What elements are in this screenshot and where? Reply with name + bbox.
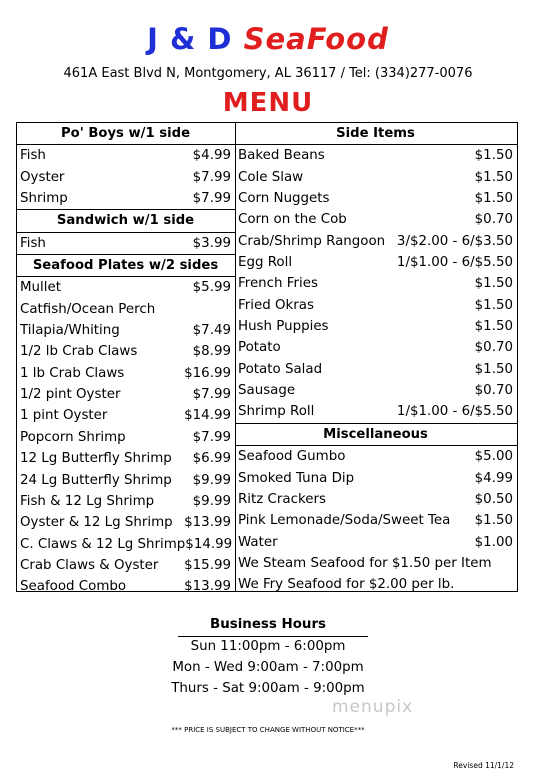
menu-item-price: $1.50: [474, 513, 513, 529]
menu-item-name: Seafood Gumbo: [238, 449, 346, 465]
menu-item-name: Seafood Combo: [20, 579, 127, 595]
menu-item-price: $1.50: [474, 297, 513, 313]
menu-item: [17, 233, 235, 254]
menu-item-price: $3.99: [192, 235, 231, 251]
menu-item: [235, 188, 517, 209]
menu-item-name: Pink Lemonade/Soda/Sweet Tea: [238, 513, 451, 529]
menu-item-price: $9.99: [192, 493, 231, 509]
menu-item-name: Water: [238, 534, 278, 550]
menu-item-price: $7.99: [192, 169, 231, 185]
menu-item-price: $7.49: [192, 323, 231, 339]
menu-item-name: We Steam Seafood for $1.50 per Item: [238, 555, 492, 571]
menu-item: [17, 427, 235, 448]
menu-item-price: $1.50: [474, 169, 513, 185]
menu-item: [235, 510, 517, 531]
menu-item-price: $9.99: [192, 472, 231, 488]
price-notice: *** PRICE IS SUBJECT TO CHANGE WITHOUT NOTICE***: [171, 726, 365, 734]
menu-item-price: $8.99: [192, 344, 231, 360]
menu-item-name: Egg Roll: [238, 255, 293, 271]
menu-item: [235, 209, 517, 230]
menu-item-name: Smoked Tuna Dip: [238, 470, 355, 486]
menu-item-name: Sausage: [238, 383, 296, 399]
menu-item-price: $15.99: [184, 557, 231, 573]
menu-item: [235, 145, 517, 166]
menu-item: [17, 405, 235, 426]
menu-item-price: $0.70: [474, 212, 513, 228]
section-header: [235, 423, 517, 446]
menu-item-price: $7.99: [192, 429, 231, 445]
menu-item: [17, 448, 235, 469]
menu-item: [235, 273, 517, 294]
menu-item-name: Cole Slaw: [238, 169, 304, 185]
menu-item: [235, 359, 517, 380]
section-header: [235, 123, 517, 145]
section-header-label: Sandwich w/1 side: [56, 213, 195, 229]
menu-item: [17, 167, 235, 188]
menupix-watermark: menupix: [332, 697, 414, 717]
menu-item-price: $1.50: [474, 191, 513, 207]
menu-item-price: 1/$1.00 - 6/$5.50: [396, 255, 513, 271]
menu-item: [17, 555, 235, 576]
menu-item-price: $0.70: [474, 340, 513, 356]
section-header-label: Side Items: [336, 126, 415, 141]
menu-item-name: 1/2 lb Crab Claws: [20, 344, 138, 360]
hours-line: Sun 11:00pm - 6:00pm: [190, 639, 346, 654]
menu-item-price: $4.99: [192, 148, 231, 164]
menu-item: [235, 553, 517, 574]
restaurant-logo: [0, 22, 536, 56]
menu-item-name: Crab/Shrimp Rangoon: [238, 233, 386, 249]
menu-item-name: Catfish/Ocean Perch: [20, 301, 156, 317]
menu-item: [235, 295, 517, 316]
menu-item-price: $1.50: [474, 361, 513, 377]
menu-item-price: $0.50: [474, 491, 513, 507]
menu-item-name: Oyster & 12 Lg Shrimp: [20, 515, 173, 531]
menu-item-name: French Fries: [238, 276, 318, 292]
menu-item: [235, 401, 517, 422]
menu-item: [17, 145, 235, 166]
menu-item-price: $14.99: [185, 536, 233, 552]
menu-item: [17, 512, 235, 533]
menu-item-name: Ritz Crackers: [238, 491, 326, 507]
menu-item-name: Fish: [20, 235, 46, 251]
menu-item-price: $6.99: [192, 451, 231, 467]
menu-item: [17, 188, 235, 209]
business-hours-divider: [178, 636, 368, 637]
menu-item-name: C. Claws & 12 Lg Shrimp: [20, 536, 186, 552]
menu-item-name: 24 Lg Butterfly Shrimp: [20, 472, 172, 488]
menu-item-name: Fish: [20, 148, 46, 164]
section-header-label: Miscellaneous: [323, 426, 428, 442]
menu-title: MENU: [222, 88, 314, 118]
menu-item: [235, 489, 517, 510]
menu-item-name: 1 lb Crab Claws: [20, 365, 125, 381]
brand-name-seafood: SeaFood: [243, 22, 389, 56]
menu-item-price: $7.99: [192, 191, 231, 207]
menu-item: [235, 574, 517, 595]
section-header-label: Po' Boys w/1 side: [60, 126, 191, 141]
business-hours-title: Business Hours: [209, 617, 327, 632]
menu-item-price: 3/$2.00 - 6/$3.50: [396, 233, 513, 249]
menu-item-name: Hush Puppies: [238, 319, 329, 335]
menu-item: [17, 491, 235, 512]
menu-item-price: $5.99: [192, 280, 231, 296]
menu-item-name: Potato Salad: [238, 361, 323, 377]
menu-item: [17, 470, 235, 491]
menu-item-price: $13.99: [184, 579, 231, 595]
revised-date: Revised 11/1/12: [453, 761, 514, 770]
section-header: [17, 254, 235, 277]
hours-line: Mon - Wed 9:00am - 7:00pm: [172, 660, 364, 675]
menu-item: [235, 252, 517, 273]
menu-item: [17, 341, 235, 362]
menu-item: [235, 167, 517, 188]
menu-item-price: $0.70: [474, 383, 513, 399]
menu-item-price: $1.00: [474, 534, 513, 550]
menu-item-name: 1 pint Oyster: [20, 408, 108, 424]
menu-item-name: Potato: [238, 340, 281, 356]
menu-item-name: Baked Beans: [238, 148, 325, 164]
menu-item-name: Fish & 12 Lg Shrimp: [20, 493, 155, 509]
menu-table: [16, 122, 518, 595]
menu-item: [235, 446, 517, 467]
menu-item-price: $1.50: [474, 319, 513, 335]
menu-item-name: 1/2 pint Oyster: [20, 387, 121, 403]
menu-item-price: $13.99: [184, 515, 231, 531]
menu-item: [17, 277, 235, 298]
menu-item-name: Crab Claws & Oyster: [20, 557, 159, 573]
menu-item: [17, 363, 235, 384]
section-header: [17, 209, 235, 232]
menu-item: [17, 576, 235, 597]
brand-name-jd: J & D: [147, 22, 244, 56]
hours-line: Thurs - Sat 9:00am - 9:00pm: [171, 681, 365, 696]
menu-item: [235, 468, 517, 489]
section-header: [17, 123, 235, 145]
menu-item-name: Corn Nuggets: [238, 191, 330, 207]
menu-item-price: $5.00: [474, 449, 513, 465]
menu-item-price: $16.99: [184, 365, 231, 381]
menu-item-name: Mullet: [20, 280, 61, 296]
menu-item: [17, 320, 235, 341]
section-header-label: Seafood Plates w/2 sides: [32, 258, 219, 274]
menu-item: [235, 532, 517, 553]
address-phone: 461A East Blvd N, Montgomery, AL 36117 / Tel: (334)277-0076: [63, 66, 473, 81]
menu-item: [17, 534, 235, 555]
menu-item-name: Popcorn Shrimp: [20, 429, 126, 445]
menu-item-name: Shrimp Roll: [238, 404, 315, 420]
menu-item: [235, 231, 517, 252]
menu-item-price: $14.99: [184, 408, 231, 424]
menu-item: [17, 384, 235, 405]
menu-item-name: 12 Lg Butterfly Shrimp: [20, 451, 172, 467]
menu-item-price: 1/$1.00 - 6/$5.50: [396, 404, 513, 420]
menu-item-price: $4.99: [474, 470, 513, 486]
menu-item-price: $7.99: [192, 387, 231, 403]
menu-item-name: Corn on the Cob: [238, 212, 347, 228]
menu-item: [235, 316, 517, 337]
menu-item-name: We Fry Seafood for $2.00 per lb.: [238, 577, 455, 593]
menu-column-left: [17, 123, 236, 595]
menu-item-name: Tilapia/Whiting: [20, 323, 120, 339]
menu-column-right: [235, 123, 517, 591]
menu-item-name: Fried Okras: [238, 297, 314, 313]
menu-item-price: $1.50: [474, 148, 513, 164]
menu-item-name: Shrimp: [20, 191, 68, 207]
menu-item: [235, 380, 517, 401]
menu-item: [235, 337, 517, 358]
menu-item-name: Oyster: [20, 169, 65, 185]
menu-item: [17, 299, 235, 320]
menu-item-price: $1.50: [474, 276, 513, 292]
